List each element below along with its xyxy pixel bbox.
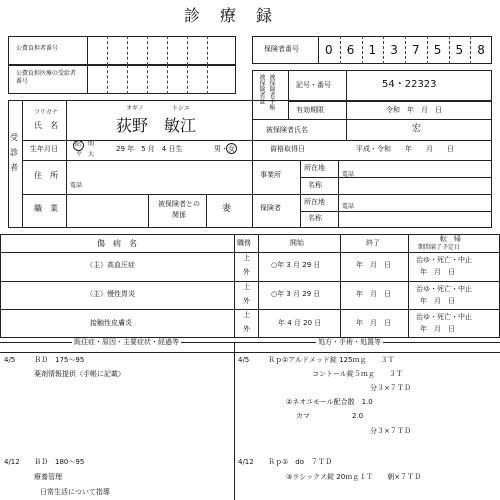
birth-value: 29 年 5 月 4 日生 [116, 145, 183, 153]
employer-name-label: 名称 [308, 181, 322, 189]
patient-block [8, 100, 492, 228]
disease-type-top: 上 [243, 282, 250, 291]
rx-line: 分３×７ＴＤ [370, 427, 411, 435]
qualification-date-label: 資格取得日 [270, 145, 305, 153]
insured-name-value: 宏 [412, 124, 422, 134]
disease-header-start: 開始 [290, 239, 304, 247]
left-entry-line: 薬剤情報提供（手帳に記載） [34, 370, 125, 378]
disease-outcome: 治ゆ・死亡・中止 [416, 284, 472, 293]
relation-value: 妻 [222, 204, 232, 214]
symbol-no-label: 記号・番号 [296, 81, 331, 89]
left-entry-line: ＢＤ 180～95 [34, 458, 85, 466]
page-title: 診 療 録 [184, 6, 275, 25]
disease-outcome: 治ゆ・死亡・中止 [416, 256, 472, 264]
insurer-no-digit: 1 [368, 43, 377, 57]
insurer-phone-label: 電話 [342, 203, 355, 210]
disease-type-bottom: 外 [243, 268, 250, 276]
era-showa: 昭 [75, 141, 82, 148]
valid-period-value: 令和 年 月 日 [386, 106, 442, 114]
recipient-no-label: 公費負担医療の受給者番号 [16, 70, 77, 85]
disease-outcome-date: 年 月 日 [420, 325, 455, 334]
insurer-no-digit: 6 [346, 43, 355, 57]
left-entry-line: 療養管理 [34, 473, 62, 481]
patient-address-label: 住 所 [34, 171, 58, 180]
left-entry-date: 4/5 [4, 356, 16, 364]
disease-name: （主）高血圧症 [86, 261, 135, 270]
insurer-label: 保険者 [260, 204, 281, 212]
rx-line: ②ネオユモール配合散 1.0 [286, 398, 373, 406]
insurer-address-label: 所在地 [304, 198, 325, 206]
disease-outcome-date: 年 月 日 [420, 296, 455, 305]
disease-row-divider [0, 281, 500, 282]
left-entry-line: ＢＤ 175～95 [34, 356, 85, 364]
insurer-name-label: 名称 [308, 214, 322, 222]
sex-value: 男・女 [214, 145, 235, 153]
valid-period-label: 有効期限 [296, 106, 324, 114]
disease-type-top: 上 [243, 254, 250, 262]
furigana-given: トシエ [172, 105, 191, 112]
disease-name: （主）慢性胃炎 [86, 290, 135, 298]
notes-left-header: 既往症・原因・主要症状・経過等 [74, 338, 179, 346]
employer-phone-label: 電話 [342, 171, 355, 178]
rx-line: Ｒｐ① do ７ＴＤ [268, 458, 333, 466]
insurer-no-digit: 5 [455, 43, 464, 57]
occupation-label: 職 業 [34, 204, 58, 213]
symbol-no-value: 54・22323 [382, 79, 437, 90]
rx-line: コントール錠５ｍｇ ３Ｔ [312, 370, 403, 378]
disease-start: 年 4 月 20 日 [278, 318, 322, 327]
insurer-no-digit: 7 [412, 43, 420, 57]
disease-end: 年 月 日 [356, 290, 391, 298]
sex-female-circle [226, 143, 237, 154]
insurer-no-digit: 0 [325, 43, 333, 57]
disease-start: ○年 3 月 29 日 [271, 290, 321, 298]
birth-label: 生年月日 [30, 145, 58, 153]
disease-type-top: 上 [243, 311, 250, 320]
insurer-no-digit: 8 [477, 43, 485, 57]
left-entry-date: 4/12 [4, 458, 20, 466]
disease-name: 接触性皮膚炎 [90, 318, 132, 327]
notes-right-header: 処方・手術・処置等 [318, 338, 381, 346]
furigana-label: フリガナ [34, 109, 58, 116]
disease-type-bottom: 外 [243, 296, 250, 305]
disease-end: 年 月 日 [356, 318, 391, 327]
disease-outcome: 治ゆ・死亡・中止 [416, 313, 472, 322]
insurer-no-digit: 5 [433, 43, 442, 57]
employer-label: 事業所 [260, 171, 281, 179]
era-meiji: 明 [88, 141, 95, 148]
disease-header-outcome-sub: 期間満了予定日 [418, 244, 461, 251]
disease-start: ○年 3 月 29 日 [271, 261, 321, 270]
disease-header-type: 職務 [237, 239, 251, 247]
disease-header-name: 傷 病 名 [97, 239, 137, 248]
era-heisei: 平 [76, 151, 83, 158]
insured-name-label: 被保険者氏名 [266, 126, 308, 134]
card-side-label-1: 被保険者証 [258, 74, 265, 104]
disease-row-divider [0, 309, 500, 310]
qualification-date-value: 平成・令和 年 月 日 [356, 145, 454, 153]
furigana-family: オギノ [126, 105, 144, 112]
disease-type-bottom: 外 [243, 325, 250, 334]
rx-line: Ｒｐ①アルドメッド錠 125ｍｇ ３Ｔ [268, 356, 395, 364]
insurer-no-digit: 3 [390, 43, 398, 57]
card-side-label-2: 被保険者手帳 [268, 74, 275, 110]
disease-end: 年 月 日 [356, 261, 391, 270]
rx-line: 分３×７ＴＤ [370, 384, 411, 392]
rx-date: 4/5 [238, 356, 250, 364]
left-entry-line: 日常生活について指導 [40, 488, 110, 496]
insurer-no-label: 保険者番号 [264, 45, 299, 53]
rx-line: ③ラシックス錠 20ｍｇ１Ｔ 朝×７ＴＤ [286, 473, 422, 481]
relation-label: 被保険者との関係 [158, 200, 200, 219]
era-taisho: 大 [88, 151, 95, 158]
disease-outcome-date: 年 月 日 [420, 268, 455, 276]
rx-date: 4/12 [238, 458, 254, 466]
disease-header-outcome: 転 帰 [440, 235, 461, 243]
payer-no-label: 公費負担者番号 [16, 45, 59, 52]
patient-phone-label: 電話 [70, 182, 83, 189]
patient-name-value: 荻野 敏江 [116, 116, 197, 135]
rx-line: カマ 2.0 [296, 412, 364, 420]
disease-header-end: 終了 [366, 239, 380, 247]
employer-address-label: 所在地 [304, 164, 325, 172]
patient-side-label: 受診者 [10, 133, 18, 173]
patient-name-label: 氏 名 [34, 121, 58, 130]
